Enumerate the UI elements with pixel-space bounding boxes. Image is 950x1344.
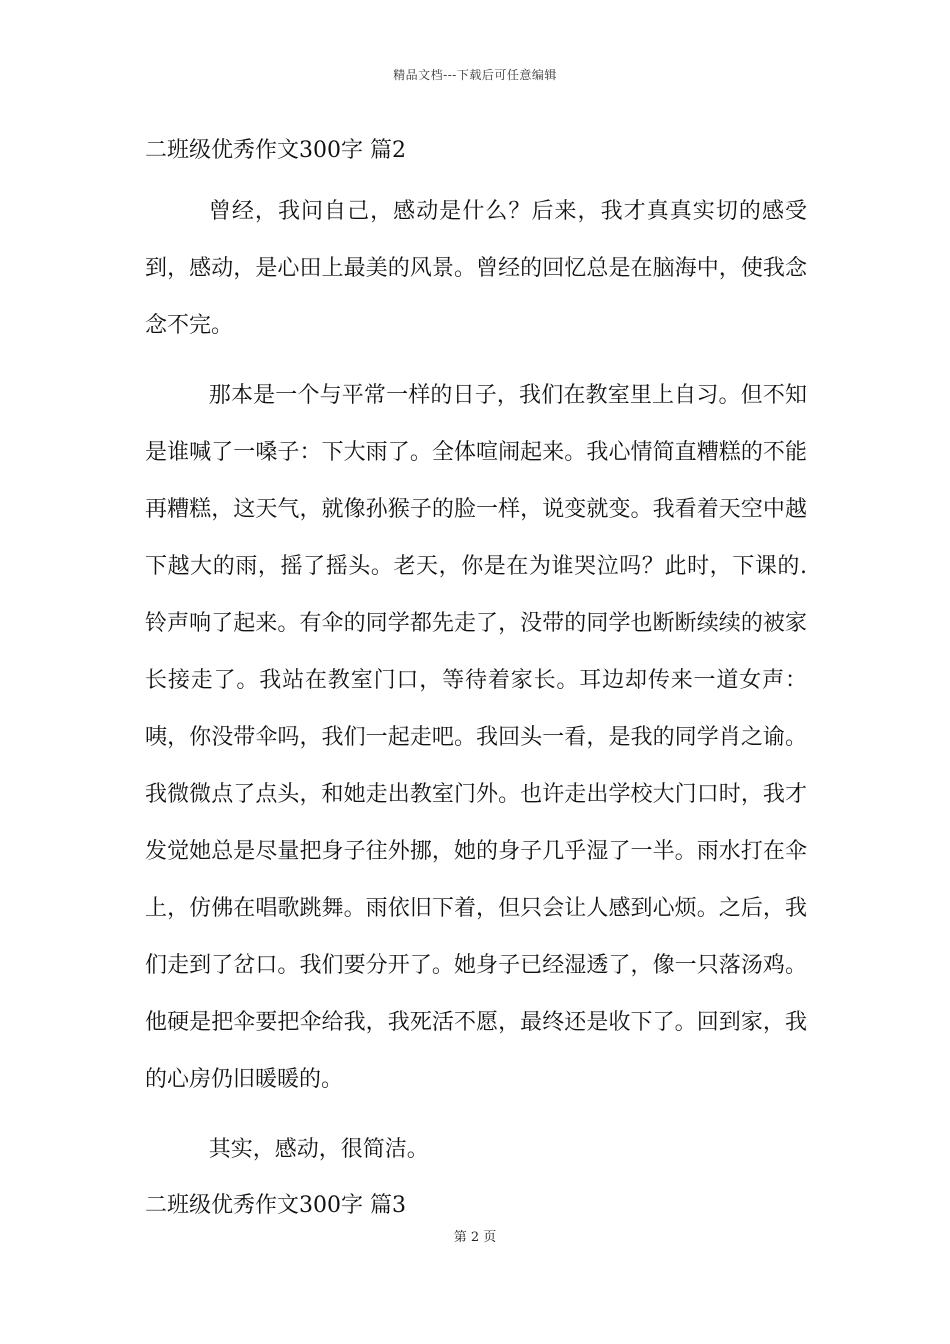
paragraph-2: 那本是一个与平常一样的日子，我们在教室里上自习。但不知是谁喊了一嗓子：下大雨了。全体喧闹起来。我心情简直糟糕的不能再糟糕，这天气，就像孙猴子的脸一样，说变就变。我看着天空中越下越大的雨，摇了摇头。老天，你是在为谁哭泣吗？此时，下课的.铃声响了起来。有伞的同学都先走了，没带的同学也断断续续的被家长接走了。我站在教室门口，等待着家长。耳边却传来一道女声：咦，你没带伞吗，我们一起走吧。我回头一看，是我的同学肖之谕。我微微点了点头，和她走出教室门外。也许走出学校大门口时，我才发觉她总是尽量把身子往外挪，她的身子几乎湿了一半。雨水打在伞上，仿佛在唱歌跳舞。雨依旧下着，但只会让人感到心烦。之后，我们走到了岔口。我们要分开了。她身子已经湿透了，像一只落汤鸡。他硬是把伞要把伞给我，我死活不愿，最终还是收下了。回到家，我的心房仍旧暖暖的。 [145,383,807,1092]
section-heading-3: 二班级优秀作文300字 篇3 [145,1193,406,1218]
page-header: 精品文档---下载后可任意编辑 [393,68,557,82]
paragraph-1: 曾经，我问自己，感动是什么？后来，我才真真实切的感受到，感动，是心田上最美的风景。曾经的回忆总是在脑海中，使我念念不完。 [145,199,807,338]
page-number: 第 2 页 [453,1230,497,1245]
section-heading-2: 二班级优秀作文300字 篇2 [145,138,406,163]
document-body [145,133,807,1238]
paragraph-3: 其实，感动，很简洁。 [208,1137,429,1162]
